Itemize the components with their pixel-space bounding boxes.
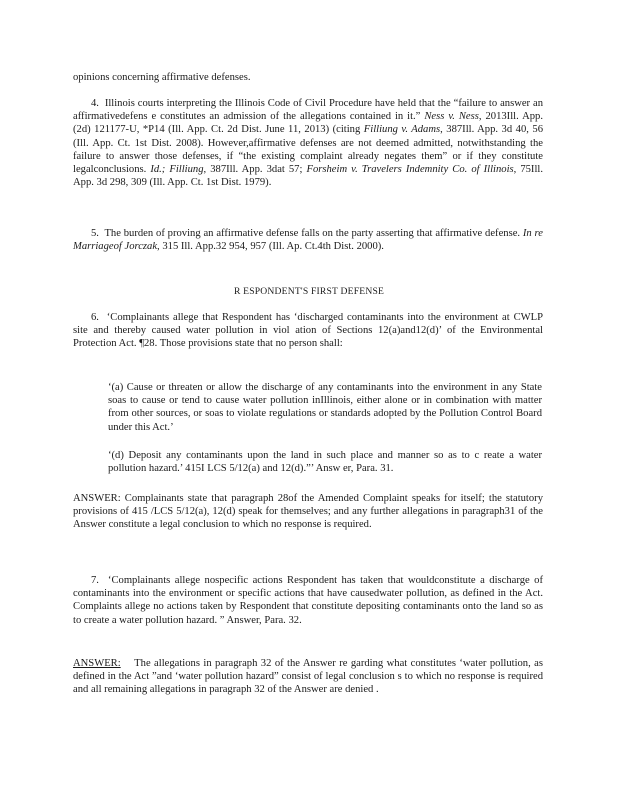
citation-text: , 75Ill. App. 3d 298, 309 (Ill. App. Ct. 1st Dist. 1979). <box>73 164 543 189</box>
paragraph-text: opinions concerning affirmative defenses. <box>73 72 251 83</box>
paragraph-number: 5. <box>91 228 99 239</box>
block-quote-a: ‘(a) Cause or threaten or allow the discharge of any contaminants into the environment in any State soas to cause or tend to cause water pollution inIllinois, either alone or in combination with matter from other sources, or soas to violate regulations or standards adopted by the Pollution Control Board under this Act.’ <box>108 382 542 433</box>
answer-text: The allegations in paragraph 32 of the Answer re garding what constitutes ‘water pollution, as defined in the Act ”and ‘water pollution hazard” consist of legal conclusion s to which no response is required and all remaining allegations in paragraph 32 of the Answer are denied . <box>73 658 543 696</box>
paragraph-text: ‘Complainants allege that Respondent has ‘discharged contaminants into the environment at CWLP site and thereby caused water pollution in viol ation of Sections 12(a)and12(d)’ of the Environmental Protection Act. ¶28. Those provisions state that no person shall: <box>73 312 544 350</box>
citation-text: , 2013Ill. App. (2d) 121177-U, *P14 (Ill. App. Ct. 2d Dist. June 11, 2013) (citing <box>73 111 543 136</box>
case-citation: Id.; Filliung <box>150 164 204 176</box>
section-heading: R ESPONDENT'S FIRST DEFENSE <box>233 286 385 297</box>
case-citation: Forsheim v. Travelers Indemnity Co. of Illinois <box>306 164 514 176</box>
paragraph-6 <box>73 311 543 351</box>
citation-text: , 387Ill. App. 3dat 57; <box>203 164 303 176</box>
paragraph-number: 6. <box>91 312 99 323</box>
paragraph-5 <box>73 227 543 253</box>
case-citation: In re Marriageof Jorczak <box>73 228 543 253</box>
answer-32 <box>73 657 543 697</box>
citation-text: , 315 Ill. App.32 954, 957 (Ill. Ap. Ct.4th Dist. 2000). <box>157 241 384 253</box>
case-citation: Ness v. Ness <box>424 111 479 123</box>
paragraph-opinions <box>73 71 543 84</box>
paragraph-4 <box>73 97 543 189</box>
block-quote-d: ‘(d) Deposit any contaminants upon the land in such place and manner so as to c reate a water pollution hazard.’ 415I LCS 5/12(a) and 12(d).”’ Answ er, Para. 31. <box>108 450 542 475</box>
answer-31: ANSWER: Complainants state that paragraph 28of the Amended Complaint speaks for itself; the statutory provisions of 415 /LCS 5/12(a), 12(d) speak for themselves; and any further allegations in paragraph31 of the Answer constitute a legal conclusion to which no response is required. <box>73 493 543 531</box>
paragraph-text: The burden of proving an affirmative defense falls on the party asserting that affirmative defense. <box>104 228 521 239</box>
paragraph-7 <box>73 574 543 627</box>
answer-label: ANSWER: <box>73 658 121 669</box>
paragraph-number: 4. <box>91 98 99 109</box>
case-citation: Filliung v. Adams <box>363 124 441 136</box>
paragraph-number: 7. <box>91 575 99 586</box>
paragraph-text: , 387Ill. App. 3d 40, 56 (Ill. App. Ct. 1st Dist. 2008). However,affirmative defenses are not deemed admitted, notwithstanding the failure to answer those defenses, if “the existing complaint already negates them” or if they constitute legalconclusions. <box>73 124 543 176</box>
paragraph-text: ‘Complainants allege nospecific actions Respondent has taken that wouldconstitute a discharge of contaminants into the environment or specific actions that have causedwater pollution, as defined in the Act. Complaints allege no actions taken by Respondent that constitute depositing contaminants onto the land so as to create a water pollution hazard. ” Answer, Para. 32. <box>73 575 543 626</box>
paragraph-text: Illinois courts interpreting the Illinois Code of Civil Procedure have held that the “failure to answer an affirmativedefens e constitutes an admission of the allegations contained in it.” <box>73 98 544 123</box>
